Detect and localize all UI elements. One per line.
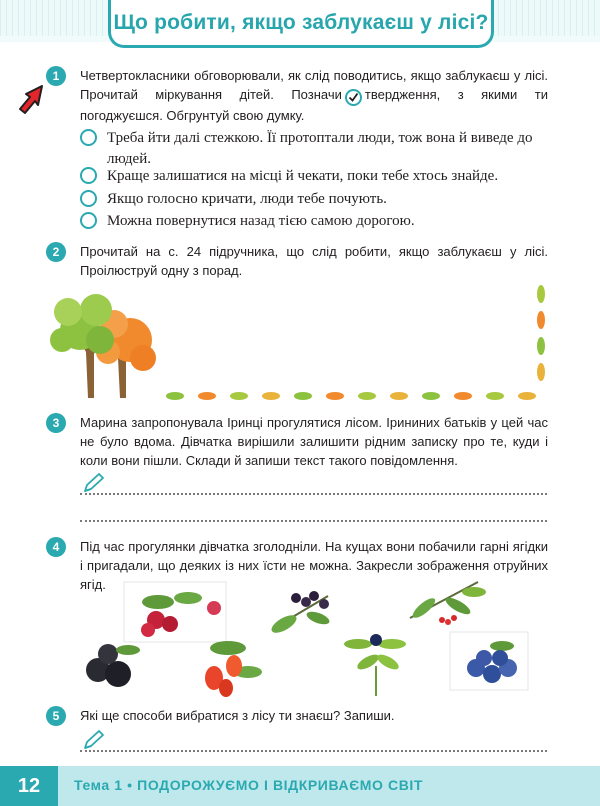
- task3-instruction: Марина запропонувала Іринці прогулятися лісом. Ірининих батьків у цей час не було вдома. Дівчатка вирішили залишити рідним записку про те, куди і коли вони пішли. Склади й запиши текст такого повідомлення.: [80, 415, 548, 468]
- page-number-text: 12: [17, 774, 41, 797]
- task1-option-1: [80, 128, 550, 170]
- berry-icon: [86, 644, 140, 687]
- task1-text-b: твердження, з якими ти погоджуєшся. Обгрунтуй свою думку.: [80, 87, 548, 123]
- option-4-text: Можна повернутися назад тією самою дорогою.: [107, 213, 415, 229]
- answer-line-5[interactable]: [80, 750, 547, 752]
- pointer-arrow-icon: [14, 82, 48, 116]
- pencil-icon: [82, 729, 106, 751]
- option-2-text: Краще залишатися на місці й чекати, поки тебе хтось знайде.: [107, 168, 499, 184]
- pencil-icon: [82, 472, 106, 494]
- berry-icon: [269, 591, 331, 636]
- footer-topic: Тема 1 • ПОДОРОЖУЄМО І ВІДКРИВАЄМО СВІТ: [74, 777, 424, 793]
- leaf-border: [165, 284, 557, 406]
- task1-text-a: Четвертокласники обговорювали, як слід поводитись, якщо заблукаєш у лісі. Прочитай міркування дітей. Позначи: [80, 68, 548, 102]
- task4-instruction: Під час прогулянки дівчатка зголодніли. На кущах вони побачили гарні ягідки і пригадали, що деяких із них їсти не можна. Закресли зображення отруйних ягід.: [80, 539, 548, 592]
- task1-option-4: [80, 211, 415, 232]
- task-number-1: 1: [46, 66, 66, 86]
- berries-illustration: [78, 578, 530, 700]
- option-4-checkbox[interactable]: [80, 212, 97, 229]
- title-box: [108, 0, 494, 48]
- berry-icon: [205, 641, 262, 697]
- task-number-5: 5: [46, 706, 66, 726]
- berry-icon: [124, 582, 226, 642]
- task-number-2: 2: [46, 242, 66, 262]
- task1-option-2: [80, 166, 498, 187]
- task-number-3: 3: [46, 413, 66, 433]
- check-circle-icon: [345, 89, 362, 106]
- task1-option-3: [80, 189, 387, 210]
- option-2-checkbox[interactable]: [80, 167, 97, 184]
- task1-instruction: [80, 66, 548, 125]
- option-1-checkbox[interactable]: [80, 129, 97, 146]
- task-number-4: 4: [46, 537, 66, 557]
- tree-icon: [50, 294, 156, 398]
- page-title: Що робити, якщо заблукаєш у лісі?: [113, 10, 489, 34]
- option-3-checkbox[interactable]: [80, 190, 97, 207]
- berry-icon: [450, 632, 528, 690]
- trees-illustration: [48, 288, 158, 400]
- task5-instruction: Які ще способи вибратися з лісу ти знаєш? Запиши.: [80, 708, 395, 723]
- task2-instruction: Прочитай на с. 24 підручника, що слід робити, якщо заблукаєш у лісі. Проілюструй одну з порад.: [80, 244, 548, 278]
- berry-icon: [344, 634, 406, 696]
- answer-line-3a[interactable]: [80, 493, 547, 495]
- option-3-text: Якщо голосно кричати, люди тебе почують.: [107, 191, 387, 207]
- berry-icon: [410, 582, 486, 625]
- option-1-text: Треба йти далі стежкою. Її протоптали люди, тож вона й виведе до людей.: [107, 130, 533, 167]
- page-number: [0, 766, 58, 806]
- answer-line-3b[interactable]: [80, 520, 547, 522]
